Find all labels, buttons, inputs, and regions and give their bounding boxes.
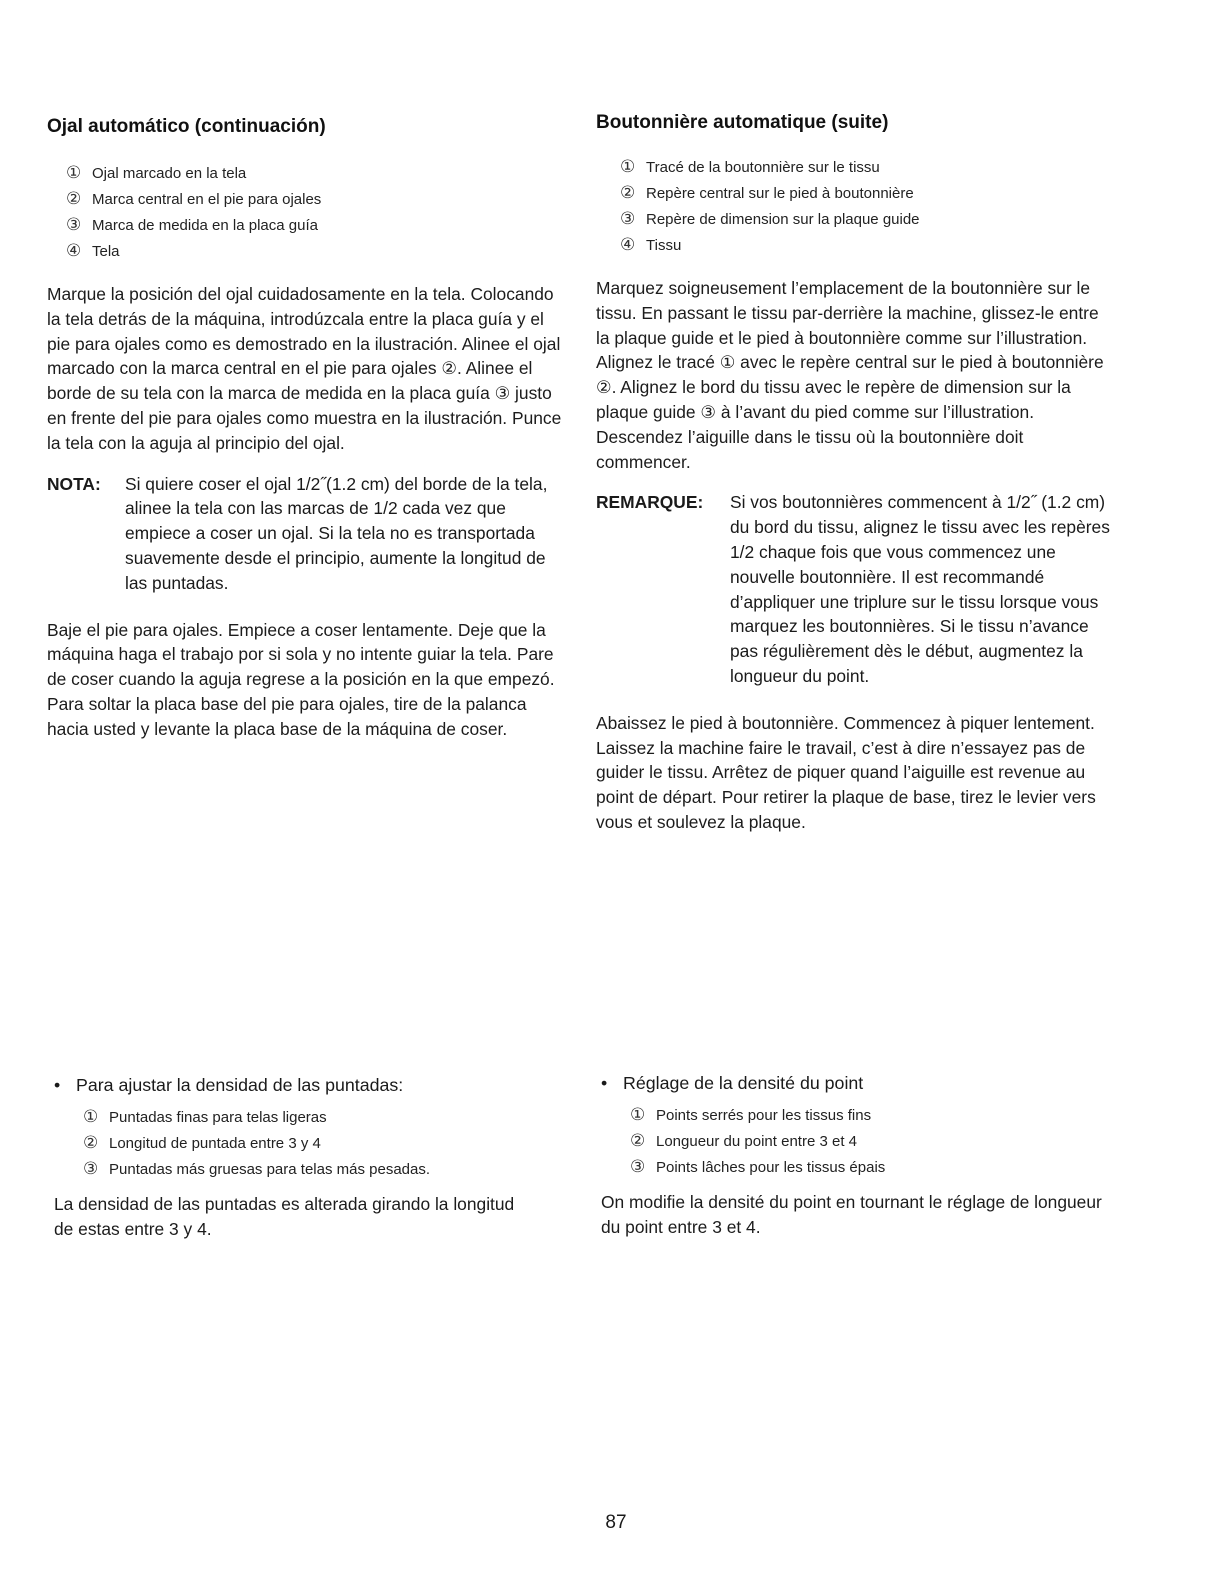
fr-legend-item: ① Tracé de la boutonnière sur le tissu — [620, 157, 880, 176]
es-note-text: Si quiere coser el ojal 1/2˝(1.2 cm) del borde de la tela, alinee la tela con las marcas de 1/2 cada vez que empiece a coser un ojal. Si la tela no es transportada suavemente desde el principio, aumente la longitud de las puntadas. — [125, 473, 548, 593]
fr-title: Boutonnière automatique (suite) — [596, 112, 889, 133]
fr-bullet — [601, 1070, 1121, 1096]
fr-note-text: Si vos boutonnières commencent à 1/2˝ (1.2 cm) du bord du tissu, alignez le tissu avec les repères 1/2 chaque fois que vous commencez une nouvelle boutonnière. Il est recommandé d’appliquer une triplure sur le tissu lorsque vous marquez les boutonnières. Si le tissu n’avance pas régulièrement dès le début, augmentez la longueur du point. — [730, 492, 1110, 686]
fr-legend-item: ③ Repère de dimension sur la plaque guide — [620, 209, 920, 228]
fr-note — [596, 490, 1116, 688]
es-legend-item: ② Marca central en el pie para ojales — [66, 189, 322, 208]
fr-density-item: ③ Points lâches pour les tissus épais — [630, 1157, 886, 1176]
fr-legend — [620, 154, 1116, 258]
page-number: 87 — [605, 1512, 627, 1533]
es-legend-item: ③ Marca de medida en la placa guía — [66, 215, 318, 234]
fr-note-label: REMARQUE: — [596, 492, 704, 513]
bullet-icon: • — [601, 1073, 608, 1093]
es-density-section — [54, 1072, 564, 1242]
circled-number: ② — [66, 189, 82, 208]
circled-number: ② — [620, 183, 636, 202]
fr-legend-item: ② Repère central sur le pied à boutonnière — [620, 183, 914, 202]
es-note-label: NOTA: — [47, 473, 101, 494]
circled-number: ① — [620, 157, 636, 176]
fr-density-item: ① Points serrés pour les tissus fins — [630, 1105, 872, 1124]
circled-number: ④ — [66, 241, 82, 260]
circled-number: ③ — [83, 1159, 99, 1178]
es-bullet — [54, 1072, 564, 1098]
es-bullet-text: Para ajustar la densidad de las puntadas: — [76, 1075, 404, 1095]
circled-number: ③ — [620, 209, 636, 228]
es-density-item: ① Puntadas finas para telas ligeras — [83, 1107, 327, 1126]
fr-paragraph-3: On modifie la densité du point en tournant le réglage de longueur du point entre 3 et 4. — [601, 1192, 1102, 1237]
circled-number: ② — [83, 1133, 99, 1152]
es-note — [47, 472, 567, 596]
circled-number: ② — [630, 1131, 646, 1150]
fr-legend-item: ④ Tissu — [620, 235, 682, 254]
es-legend-item: ① Ojal marcado en la tela — [66, 163, 247, 182]
circled-number: ① — [83, 1107, 99, 1126]
es-title: Ojal automático (continuación) — [47, 116, 326, 137]
fr-top-section — [596, 112, 1116, 835]
es-legend — [66, 160, 567, 264]
circled-number: ④ — [620, 235, 636, 254]
circled-number: ① — [630, 1105, 646, 1124]
fr-bullet-text: Réglage de la densité du point — [623, 1073, 864, 1093]
circled-number: ① — [66, 163, 82, 182]
es-top-section — [47, 116, 567, 742]
fr-paragraph-1: Marquez soigneusement l’emplacement de la boutonnière sur le tissu. En passant le tissu par-derrière la machine, glissez-le entre la plaque guide et le pied à boutonnière comme sur l’illustration. Alignez le tracé ① avec le repère central sur le pied à boutonnière ②. Alignez le bord du tissu avec le repère de dimension sur la plaque guide ③ à l’avant du pied comme sur l’illustration. Descendez l’aiguille dans le tissu où la boutonnière doit commencer. — [596, 278, 1104, 472]
fr-paragraph-2: Abaissez le pied à boutonnière. Commencez à piquer lentement. Laissez la machine faire le travail, c’est à dire n’essayez pas de guider le tissu. Arrêtez de piquer quand l’aiguille est revenue au point de départ. Pour retirer la plaque de base, tirez le levier vers vous et soulevez la plaque. — [596, 712, 1096, 832]
fr-density-item: ② Longueur du point entre 3 et 4 — [630, 1131, 857, 1150]
es-paragraph-1: Marque la posición del ojal cuidadosamente en la tela. Colocando la tela detrás de la máquina, introdúzcala entre la placa guía y el pie para ojales como es demostrado en la ilustración. Alinee el ojal marcado con la marca central en el pie para ojales ②. Alinee el borde de su tela con la marca de medida en la placa guía ③ justo en frente del pie para ojales como muestra en la ilustración. Punce la tela con la aguja al principio del ojal. — [47, 284, 562, 453]
es-paragraph-2: Baje el pie para ojales. Empiece a coser lentamente. Deje que la máquina haga el trabajo por si sola y no intente guiar la tela. Pare de coser cuando la aguja regrese a la posición en la que empezó. Para soltar la placa base del pie para ojales, tire de la palanca hacia usted y levante la placa base de la máquina de coser. — [47, 619, 555, 739]
es-density-item: ③ Puntadas más gruesas para telas más pesadas. — [83, 1159, 431, 1178]
es-legend-item: ④ Tela — [66, 241, 120, 260]
fr-density-legend — [630, 1102, 1121, 1180]
es-density-legend — [83, 1104, 564, 1182]
circled-number: ③ — [66, 215, 82, 234]
es-paragraph-3: La densidad de las puntadas es alterada girando la longitud de estas entre 3 y 4. — [54, 1194, 515, 1239]
es-density-item: ② Longitud de puntada entre 3 y 4 — [83, 1133, 321, 1152]
bullet-icon: • — [54, 1075, 61, 1095]
circled-number: ③ — [630, 1157, 646, 1176]
fr-density-section — [601, 1070, 1121, 1240]
